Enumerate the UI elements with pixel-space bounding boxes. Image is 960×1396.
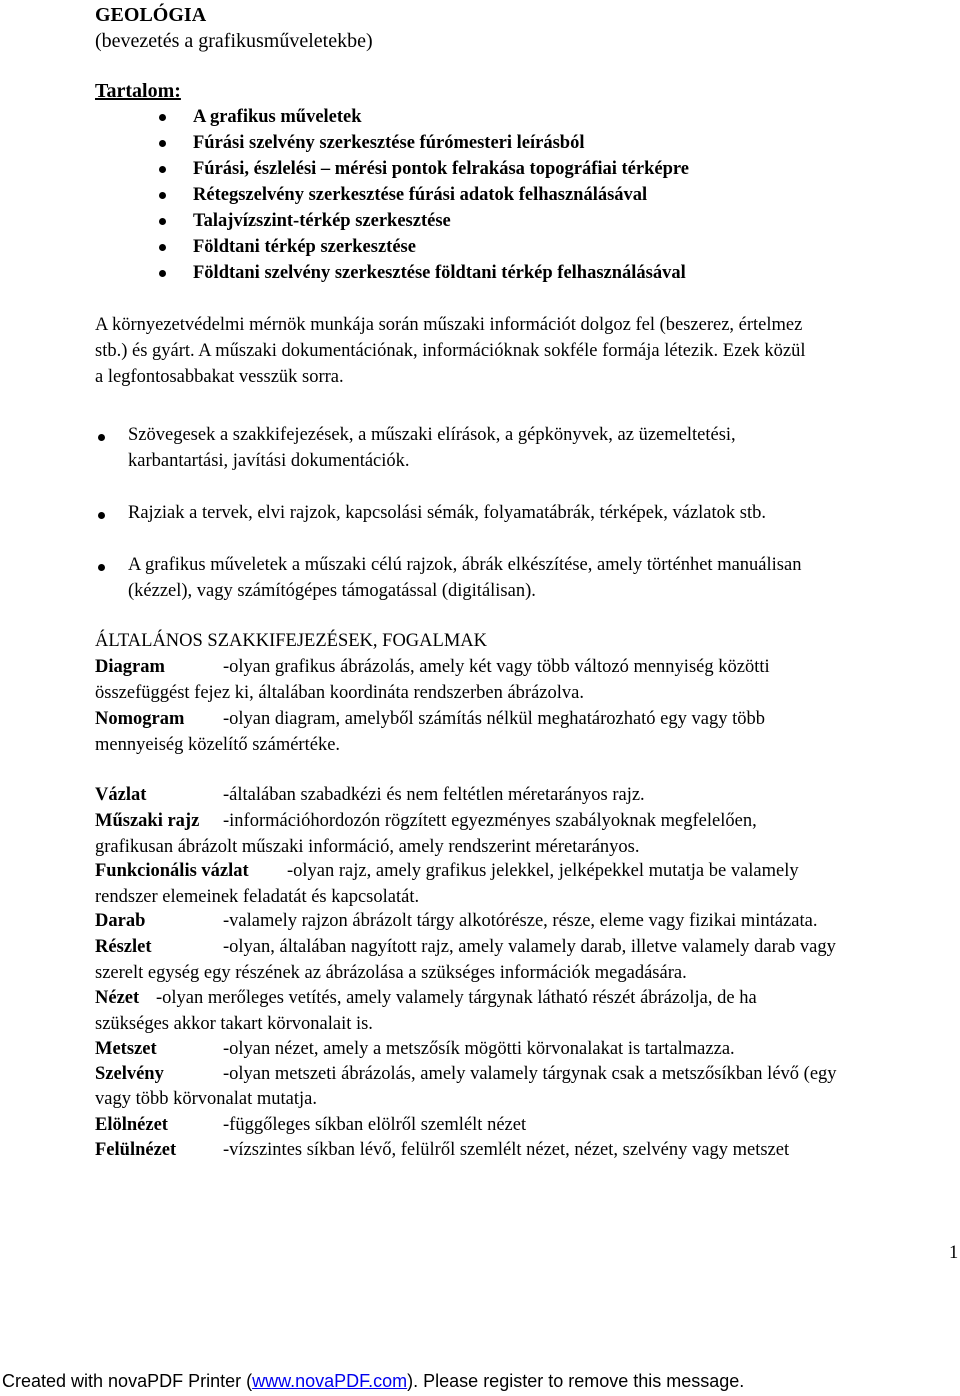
glossary-definition-cont: szükséges akkor takart körvonalait is. [95, 1014, 373, 1034]
glossary-definition-cont: szerelt egység egy részének az ábrázolása a szükséges információk megadására. [95, 963, 687, 983]
glossary-term: Elölnézet [95, 1115, 168, 1135]
list-item-line: Rajziak a tervek, elvi rajzok, kapcsolási sémák, folyamatábrák, térképek, vázlatok stb. [128, 503, 766, 523]
bullet-icon [159, 140, 166, 147]
glossary-definition-cont: összefüggést fejez ki, általában koordináta rendszerben ábrázolva. [95, 683, 584, 703]
bullet-icon [159, 218, 166, 225]
glossary-definition: -olyan metszeti ábrázolás, amely valamely tárgynak csak a metszősíkban lévő (egy [223, 1064, 837, 1084]
glossary-definition: -olyan diagram, amelyből számítás nélkül meghatározható egy vagy több [223, 709, 765, 729]
glossary-definition-cont: vagy több körvonalat mutatja. [95, 1089, 317, 1109]
toc-item: A grafikus műveletek [193, 107, 362, 127]
toc-item: Talajvízszint-térkép szerkesztése [193, 211, 451, 231]
list-item-line: A grafikus műveletek a műszaki célú rajzok, ábrák elkészítése, amely történhet manuálisan [128, 555, 802, 575]
glossary-term: Szelvény [95, 1064, 164, 1084]
toc-heading: Tartalom: [95, 80, 181, 102]
glossary-definition: -vízszintes síkban lévő, felülről szemlélt nézet, nézet, szelvény vagy metszet [223, 1140, 790, 1160]
glossary-definition: -olyan merőleges vetítés, amely valamely tárgynak látható részét ábrázolja, de ha [156, 988, 757, 1008]
glossary-term: Diagram [95, 657, 165, 677]
glossary-definition: -valamely rajzon ábrázolt tárgy alkotórésze, része, eleme vagy fizikai mintázata. [223, 911, 818, 931]
bullet-icon [159, 192, 166, 199]
footer-prefix: Created with novaPDF Printer ( [2, 1371, 253, 1391]
toc-item: Fúrási szelvény szerkesztése fúrómesteri leírásból [193, 133, 585, 153]
toc-item: Fúrási, észlelési – mérési pontok felrakása topográfiai térképre [193, 159, 689, 179]
bullet-icon [159, 270, 166, 277]
bullet-icon [98, 434, 105, 441]
toc-item: Földtani térkép szerkesztése [193, 237, 416, 257]
glossary-definition-cont: rendszer elemeinek feladatát és kapcsolatát. [95, 887, 420, 907]
glossary-definition: -olyan, általában nagyított rajz, amely valamely darab, illetve valamely darab vagy [223, 937, 836, 957]
glossary-term: Nézet [95, 988, 140, 1008]
bullet-icon [159, 166, 166, 173]
doc-title: GEOLÓGIA [95, 4, 207, 26]
intro-line: A környezetvédelmi mérnök munkája során műszaki információt dolgoz fel (beszerez, értelmez [95, 315, 803, 335]
doc-subtitle: (bevezetés a grafikusműveletekbe) [95, 30, 373, 52]
watermark-footer [2, 1370, 744, 1392]
glossary-definition: -függőleges síkban elölről szemlélt nézet [223, 1115, 527, 1135]
list-item-line: karbantartási, javítási dokumentációk. [128, 451, 410, 471]
glossary-definition: -információhordozón rögzített egyezményes szabályoknak megfelelően, [223, 811, 757, 831]
toc-item: Földtani szelvény szerkesztése földtani térkép felhasználásával [193, 263, 686, 283]
glossary-heading: ÁLTALÁNOS SZAKKIFEJEZÉSEK, FOGALMAK [95, 631, 487, 651]
glossary-term: Funkcionális vázlat [95, 861, 249, 881]
glossary-definition-cont: grafikusan ábrázolt műszaki információ, amely rendszerint méretarányos. [95, 837, 640, 857]
glossary-definition: -általában szabadkézi és nem feltétlen méretarányos rajz. [223, 785, 645, 805]
glossary-term: Részlet [95, 937, 152, 957]
toc-item: Rétegszelvény szerkesztése fúrási adatok felhasználásával [193, 185, 648, 205]
intro-line: a legfontosabbakat vesszük sorra. [95, 367, 344, 387]
glossary-definition: -olyan nézet, amely a metszősík mögötti körvonalakat is tartalmazza. [223, 1039, 735, 1059]
intro-line: stb.) és gyárt. A műszaki dokumentációnak, információknak sokféle formája létezik. Ezek közül [95, 341, 806, 361]
glossary-definition: -olyan grafikus ábrázolás, amely két vagy több változó mennyiség közötti [223, 657, 770, 677]
glossary-term: Metszet [95, 1039, 157, 1059]
list-item-line: (kézzel), vagy számítógépes támogatással (digitálisan). [128, 581, 536, 601]
list-item-line: Szövegesek a szakkifejezések, a műszaki elírások, a gépkönyvek, az üzemeltetési, [128, 425, 736, 445]
page-number: 1 [949, 1243, 959, 1263]
glossary-definition-cont: mennyeiség közelítő számértéke. [95, 735, 341, 755]
glossary-term: Nomogram [95, 709, 185, 729]
glossary-term: Darab [95, 911, 146, 931]
glossary-term: Műszaki rajz [95, 811, 200, 831]
glossary-term: Felülnézet [95, 1140, 177, 1160]
bullet-icon [159, 114, 166, 121]
bullet-icon [98, 564, 105, 571]
glossary-term: Vázlat [95, 785, 147, 805]
glossary-definition: -olyan rajz, amely grafikus jelekkel, jelképekkel mutatja be valamely [287, 861, 799, 881]
bullet-icon [159, 244, 166, 251]
footer-suffix: ). Please register to remove this message. [407, 1371, 745, 1391]
bullet-icon [98, 512, 105, 519]
footer-link[interactable]: www.novaPDF.com [252, 1371, 408, 1391]
